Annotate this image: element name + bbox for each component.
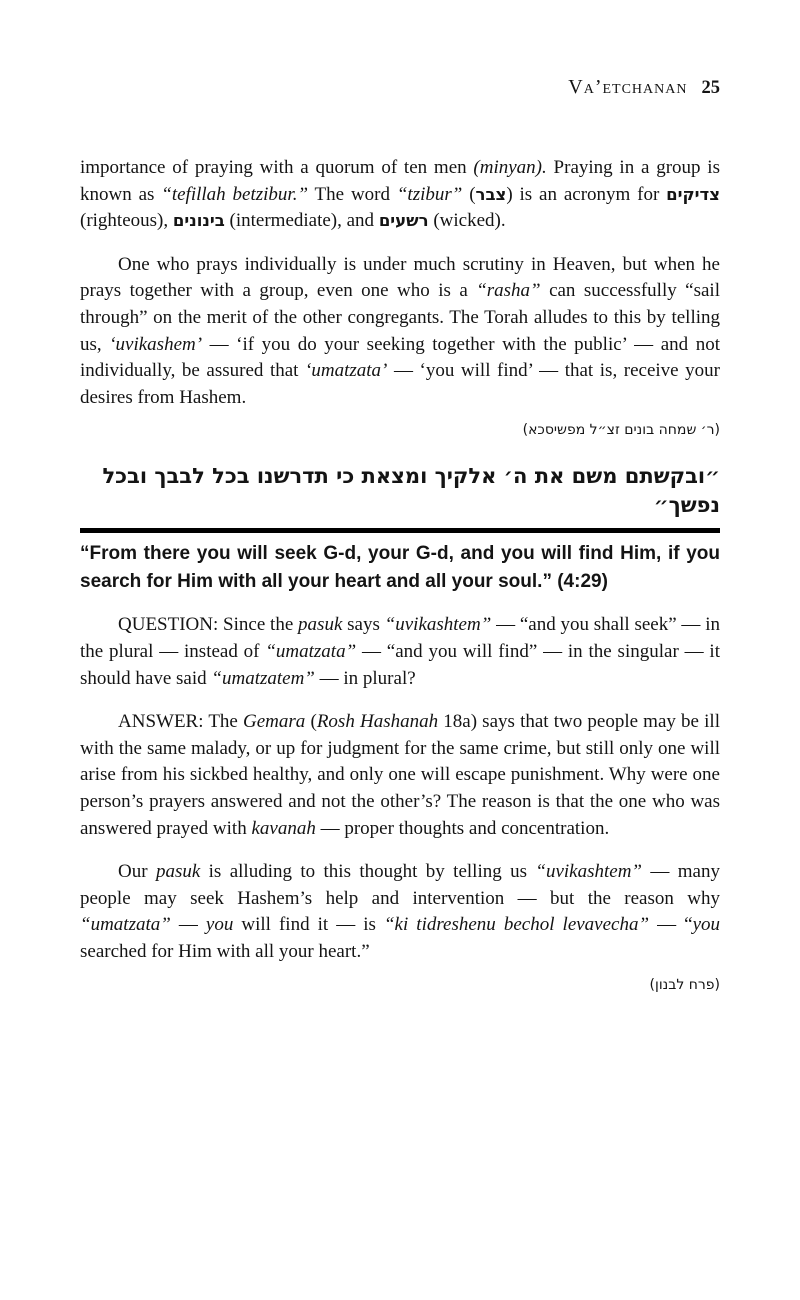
text-run: “umatzatem” bbox=[211, 667, 315, 689]
text-run: 18a) says that two people may be ill with the same malady, or up for judgment for the same crime, but still only one will arise from his sickbed healthy, and only one will escape punishment. Why were one person’s prayers answered and not the other’s? The reason is that the one who was answered prayed with bbox=[80, 711, 720, 839]
text-run: — “and you shall seek” — in the plural — instead of bbox=[80, 614, 720, 662]
text-run: searched for Him with all your heart.” bbox=[80, 940, 370, 962]
paragraph-praying-in-group bbox=[80, 252, 720, 412]
text-run: — many people may seek Hashem’s help and intervention — but the reason why bbox=[80, 861, 720, 909]
text-run: צדיקים bbox=[666, 184, 720, 204]
source-attribution-rebbe bbox=[80, 421, 720, 439]
text-run: — “and you will find” — in the singular — it should have said bbox=[80, 640, 720, 689]
text-run: “From there you will seek G-d, your G-d, and you will find Him, if you search for Him with all your heart and all your soul.” (4:29) bbox=[80, 543, 720, 593]
text-run: ‘umatzata’ bbox=[305, 360, 388, 382]
text-run: is alluding to this thought by telling us bbox=[200, 861, 536, 883]
text-run: you bbox=[692, 914, 720, 936]
text-run: (intermediate), and bbox=[224, 210, 379, 232]
text-run: ) is an acronym for bbox=[506, 183, 667, 205]
text-run: pasuk bbox=[298, 614, 343, 636]
text-run: (minyan). bbox=[473, 157, 547, 178]
closing-paragraph bbox=[80, 859, 720, 965]
text-run: One who prays individually is under much scrutiny in Heaven, but when he prays together with a group, even one who is a bbox=[80, 253, 720, 302]
pasuk-translation bbox=[80, 540, 720, 596]
text-run: Our bbox=[118, 861, 156, 883]
text-run: you bbox=[205, 914, 234, 936]
text-run: (righteous), bbox=[80, 210, 173, 232]
paragraph-continuation bbox=[80, 155, 720, 235]
page-body bbox=[80, 155, 720, 994]
text-run: ANSWER: The bbox=[118, 711, 244, 733]
text-run: “tefillah betzibur.” bbox=[161, 183, 309, 205]
answer-paragraph bbox=[80, 709, 720, 842]
text-run: (ר׳ שמחה בונים זצ״ל מפשיסכא) bbox=[522, 422, 720, 439]
text-run: ‘uvikashem’ bbox=[109, 333, 203, 355]
text-run: QUESTION: Since the bbox=[118, 614, 299, 636]
text-run: kavanah bbox=[251, 817, 316, 839]
text-run: The word bbox=[308, 183, 397, 205]
text-run: “ki tidreshenu bechol levavecha” bbox=[383, 914, 650, 936]
text-run: importance of praying with a quorum of ten men bbox=[80, 157, 474, 178]
text-run: “rasha” bbox=[476, 280, 541, 302]
text-run: can successfully “sail through” on the merit of the other congregants. The Torah alludes to this by telling us, bbox=[80, 280, 720, 355]
text-run: “uvikashtem” bbox=[384, 614, 492, 636]
text-run: — in plural? bbox=[314, 667, 416, 689]
text-run: will find it — is bbox=[233, 914, 384, 936]
text-run: ( bbox=[305, 711, 317, 733]
text-run: ״ובקשתם משם את ה׳ אלקיך ומצאת כי תדרשנו בכל לבבך ובכל נפשך״ bbox=[102, 463, 720, 518]
text-run: — ‘you will find’ — that is, receive your desires from Hashem. bbox=[80, 360, 721, 408]
text-run: Gemara bbox=[243, 711, 306, 733]
text-run: Rosh Hashanah bbox=[316, 711, 439, 733]
text-run: “uvikashtem” bbox=[535, 861, 642, 883]
text-run: “tzibur” bbox=[396, 183, 463, 205]
pasuk-hebrew-heading bbox=[80, 462, 720, 522]
page-number: 25 bbox=[701, 78, 720, 98]
text-run: (פרח לבנון) bbox=[649, 976, 720, 993]
text-run: — “ bbox=[649, 914, 693, 936]
running-head bbox=[80, 76, 720, 99]
text-run: רשעים bbox=[378, 211, 429, 231]
text-run: “umatzata” bbox=[265, 640, 357, 662]
divider-rule bbox=[80, 528, 720, 533]
parsha-title: Va’etchanan bbox=[568, 76, 688, 98]
text-run: (wicked). bbox=[428, 210, 506, 232]
text-run: — ‘if you do your seeking together with the public’ — and not individually, be assured that bbox=[80, 333, 720, 382]
text-run: צבר bbox=[475, 184, 507, 204]
text-run: בינונים bbox=[172, 211, 225, 231]
text-run: — proper thoughts and concentration. bbox=[315, 817, 610, 839]
text-run: pasuk bbox=[155, 861, 201, 883]
text-run: says bbox=[342, 614, 385, 636]
text-run: ( bbox=[462, 183, 476, 205]
question-paragraph bbox=[80, 612, 720, 692]
text-run: Praying in a group is known as bbox=[80, 157, 720, 205]
source-attribution-perach-levanon bbox=[80, 976, 720, 994]
text-run: — bbox=[170, 914, 206, 936]
text-run: “umatzata” bbox=[80, 914, 171, 936]
